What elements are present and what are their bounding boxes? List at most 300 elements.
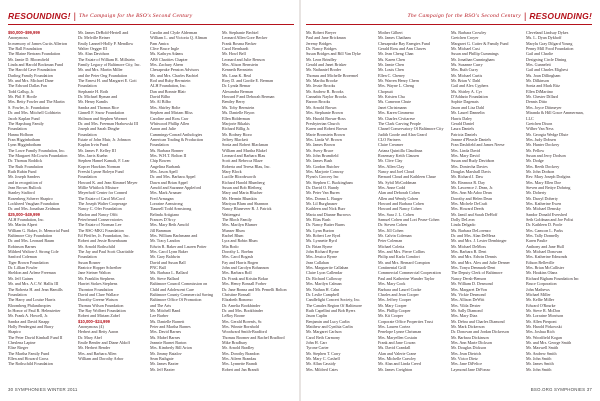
donor-name: Gretchen Croyer [451,35,479,41]
donor-name: Mr. Woodfield Kogan [526,334,562,340]
donor-name: Mr. Victor Dietz [451,355,478,361]
donor-name: Mother Gilbert [378,30,403,35]
donor-name: Sophie Dagenais [451,99,479,105]
donor-name: Frances D'Arcy [150,217,176,223]
donor-name: Mary and Maria Blucher [222,190,263,196]
donor-name: Mr. Mark Dickerson [451,323,485,329]
donor-name: Todd Gallup, Jr. [8,88,35,94]
donor-name: Mr. and Mrs. A.C.W. Hallis III [8,281,59,287]
donor-name: Mr. and Mrs. Charles Bachtel [150,72,199,78]
donor-name: Ms. Kathryn Adams [150,51,184,57]
donor-name: The Lowe Family Foundation, Inc. [8,147,66,153]
donor-name: Samuel Cohen and Lori Pease-Cohen [378,217,440,223]
donor-name: Susan and Rudy Davidson [451,158,495,164]
donor-name: Bernard Cloud and Kathleen Chase [378,174,436,180]
donor-name: Mr. Lil Burghauser [306,201,338,206]
donor-name: Carol Beth Carmony [306,334,341,340]
donor-name: Mr. Michael Cusi [451,46,480,52]
donor-name: Fran Dashfield and James Neese [451,142,505,148]
donor-name: Dr. Richard Calloway [306,275,342,281]
donor-name: Tyrone Carter [306,345,329,351]
donor-column-8 [526,30,592,382]
donor-name: Fay and Harris Bogen [222,259,259,265]
gift-level-heading: $50,000–$99,999 [8,30,40,35]
donor-name: Rod and Ruby Bernstein [150,78,191,84]
donor-column-2 [78,30,144,382]
donor-name: Stephanie H. Roth [78,88,109,94]
donor-name: Mrs. W.H.T. Bolton II [150,152,187,158]
donor-name: Mr. Rodney Bioro [222,131,252,137]
donor-name: Sandor Donald Evershed [526,211,567,217]
donor-name: Mr. James Brown [306,142,335,148]
donor-name: Dr. Jane Bonna and Mr. Pemelli Bolton [222,286,287,292]
donor-name: Frank Bosma Becker [222,40,257,46]
donor-name: Mr. and Mrs. J. Lester Dembinger [451,238,507,244]
donor-name: Mr. Sally Diamond [451,307,483,313]
donor-name: Nancy and Joel Cloud [378,168,415,174]
donor-name: Mr. John Smith [526,366,552,372]
donor-name: Mrs. Zachary Ahern [150,62,184,68]
donor-name: Dr. Donovan and Jordan Dickerson [451,329,509,335]
donor-name: Mrs. Tally Donnelly [526,233,560,239]
donor-name: Ms. L. Dyan Dykhoff [526,35,562,41]
donor-name: Thornton Foundation [78,286,113,292]
donor-name: Richard Billig Jr. [222,126,251,132]
donor-name: Mr. Franklin Stephens [78,275,115,281]
donor-name: David and Susan Ball [150,259,186,265]
donor-name: LeRoy Boone [222,313,245,319]
donor-name: Stephen and Miriam Bliss [150,110,193,116]
donor-name: Mr. Jonathan Cunningham [451,56,495,62]
donor-name: The Ernest H. and Margaret E. Gott [78,78,137,84]
donor-name: The Ball Foundation [8,46,42,52]
donor-name: Jeannie Barnet Barton [150,339,187,345]
donor-name: Foundation [8,126,27,132]
donor-name: Tiger Brown Foundation [8,259,49,265]
donor-name: Wattengast [222,211,241,217]
donor-name: Ms. David Crandall [378,345,411,351]
donor-name: Chesapeake Bay Energies Fund [378,40,430,46]
donor-column-6 [378,30,444,382]
donor-column-5 [306,30,372,382]
donor-name: Mariyau Blum and Shannon [222,201,269,206]
donor-name: Mrs. Phillip Cooper [378,307,411,313]
donor-name: Family Legacy of Baltimore City, Inc. [78,62,141,68]
donor-name: Sandra and Thomas Rice [78,104,119,110]
header-separator: | [524,11,527,21]
donor-name: Dorothy and Helen Dean [451,195,493,201]
donor-name: Robert and Jan Brandt [222,366,259,372]
donor-name: Mrs. Gerald Borenfs, Sr. [222,318,263,324]
donor-name: Mr. Stephen T. Carry [306,350,341,356]
donor-name: Mrs. Camcon L. Parks [526,227,563,233]
donor-name: Mr. Kellie Miller [526,297,555,303]
donor-name: Ms. Sybil McCoddman [378,179,417,185]
donor-name: Mrs. Jason Apell [150,168,178,174]
donor-column-7 [451,30,517,382]
donor-name: Dr. Melville Reiner [78,35,110,41]
donor-name: Mrs. Wayne L. Cheng [378,83,415,89]
donor-name: Dr. Nancy Butter Burns [306,222,345,228]
donor-name: Howard and Barbara Cohen [378,201,424,206]
donor-name: Mr. James Chatham [378,35,411,41]
donor-name: Dawn and Brian Appel [150,179,188,185]
donor-name: Gretchen Dixon [526,120,553,126]
donor-name: David Bilbo [150,94,171,100]
donor-name: The Peter David Kimball Fund II [8,334,63,340]
donor-name: Mrs. Henry Bonsall Forber [222,281,267,287]
donor-name: Mrs. Jarris Kuehn [78,152,108,158]
donor-name: Steven and Bettye Dohring [526,184,571,190]
donor-name: Jeanne d'Pleasle Daniels [451,136,492,142]
donor-name: Ms. Barbara Crowley [451,30,487,35]
donor-name: The Ray Wolbert Foundation [78,307,126,313]
donor-column-4 [222,30,288,382]
donor-name: Dr. and Mrs. Leonard Baum [8,238,55,244]
donor-name: Robert and Miriam Zabel [78,313,120,319]
donor-name: Mrs. Donna L. Burger [306,195,343,201]
donor-name: Margaret G. Cutter & Family Fund [451,40,509,46]
donor-name: Dolly DeLeon [451,217,475,223]
donor-name: Anonymous (4) [78,323,104,329]
donor-name: Dr. and Mrs. Freeman Hrabowski III [78,120,139,126]
donor-name: Ms. Toby Bernstein [222,104,255,110]
donor-name: Mr. Jimmy Batalov [150,350,182,356]
donor-name: Miranda & Hill Grace Ammerman, [526,110,584,116]
campaign-tagline: The Campaign for the BSO's Second Century [407,13,521,19]
donor-name: Lucille Bloodsworth [222,174,256,180]
donor-name: Gerald and Janet Brisker [306,62,347,68]
donor-name: Dr. Lillian Fowler [8,265,38,271]
donor-name: Cummings-Conrad Anthologies [150,131,203,137]
donor-name: The Roberta H. and Jean Hamills [8,286,63,292]
donor-name: Susan and Bob Bleiberg [222,184,262,190]
donor-name: Paul and Katherine Wander Taylor [378,275,435,281]
donor-name: Dr. David O. Bundy [306,184,340,190]
donor-name: Kopcer Hawkins Norman [78,163,121,169]
donor-name: Gerald Daniel [451,120,475,126]
donor-name: The Edward Dallas Fan [8,83,47,89]
campaign-brand: RESOUNDING! [529,11,592,21]
donor-name: Joseph and Sarah Dinghe [78,126,120,132]
donor-name: The Margaret McCowin Foundation [8,152,68,158]
donor-name: Peterfreund Conservatories [78,217,123,223]
donor-name: Mrs. Vilda Dexter [451,302,481,308]
donor-name: Mrs. Dorothy Brandon [222,350,260,356]
donor-name: Ms. Cameron Chute [378,99,412,105]
donor-name: Nancy C. Ofer Foundation [78,206,122,212]
donor-name: Mr. Kristen Chu [378,94,405,100]
donor-name: The Harry and Louise Harris [8,297,56,303]
donor-name: Jason Caplin [306,313,328,319]
donor-name: Ariana Quintilla Claudinaz [378,147,423,153]
donor-name: Richard Harold Blumberg [222,179,265,185]
donor-name: Scott and Rebecca Blaze [222,158,263,164]
donor-name: Whitwood Phillip Allen [150,120,190,126]
donor-name: Mr. James Creighton [378,366,413,372]
donor-name: Patricia Daniels [451,131,478,137]
donor-name: Mr. Jean Cheng Chan [378,51,414,57]
left-page-header [8,9,294,23]
donor-name: Jeffrey Blackett [222,136,248,142]
donor-name: Freeshi Lynne Boleyn Fund [78,168,124,174]
donor-name: Mrs. Mary Beth Arnold [150,222,189,228]
donor-name: Mr. Peter Van Buren [306,190,340,196]
donor-name: Mrs. Jean Dietrich [451,350,482,356]
donor-name: Jean Brown Bullock [8,184,42,190]
donor-name: Laura Daniels [451,126,475,132]
donor-name: Mr. James Baxter [150,361,179,367]
donor-name: Arnold and Suzanne Appleford [150,184,202,190]
donor-name: Ms. Joan Dillingham [526,72,561,78]
donor-name: Ms. Shirley A. Cyr [451,88,483,94]
donor-name: Thomas Wilson Foundation [78,302,124,308]
donor-name: Aaron and Julie [150,126,176,132]
donor-name: The Joseph Walter Cooperage [78,201,128,206]
donor-name: Mr. Howl Bell [222,51,246,57]
donor-name: Mr. Al Bilbo [150,99,171,105]
donor-name: Mrs. Mary Cook [378,281,406,287]
donor-name: Mr. Michael Demsky [526,206,561,212]
donor-name: Peter Coleman [378,238,403,244]
donor-name: The Clark Carving People [378,120,421,126]
donor-name: ABS Charities Chapter [150,56,188,62]
donor-name: Roberta and Teresa Blau, Inc. [222,163,271,169]
donor-name: Harris Daley [451,115,473,121]
donor-name: Emile Bender and Diane Aldoff [78,339,130,345]
donor-name: Mr. Steve R. McDon [526,307,561,313]
donor-name: Ms. Barbara DeLorenzo [451,227,491,233]
donor-name: Dr. Michael Ryman and [78,94,118,100]
donor-name: In Honor of Paul R. Helmstetter [8,307,61,313]
donor-name: Mr. Harold Pirkowski [526,323,562,329]
donor-name: Ginnell F. Snow Foundation [78,110,125,116]
donor-name: Jane Steiner Walton [78,270,111,276]
donor-name: Mr. Robert Lee Byrd [306,233,341,239]
donor-name: John H. Carr [306,339,328,345]
donor-name: Alan and Valerie Crane [378,350,417,356]
donor-name: Charles and Jean Cooper [378,291,419,297]
donor-name: Cheslena Lapine [8,339,36,345]
donor-name: Ellen and Howard Gross [8,355,49,361]
donor-name: William and Dorothy Arbor [78,355,124,361]
donor-name: Seth Goldman and Joe Polisi [526,217,574,223]
donor-name: Dennis Ditto [526,99,548,105]
donor-name: Mrs. Tonya Denmark-Dent [451,265,496,271]
donor-name: Tiaunell Todd Armstrong [150,206,192,212]
donor-name: Child and Adolescent Care [150,286,194,292]
donor-name: Richard Bigham Foundation Inc [526,275,579,281]
donor-name: Mr. Douglas Dickson [451,345,487,351]
donor-name: Ms. Karen Chen [378,56,405,62]
right-page-header [306,9,592,23]
donor-name: Robinson Barnes [8,243,37,249]
donor-name: Mr. Stephanie Bechtel [222,30,259,35]
donor-name: Mr. James Smith [526,361,554,367]
donor-name: Lynn Higginbotham [8,142,42,148]
donor-name: Carolin and Clyde Alderman [150,30,198,35]
donor-name: Mrs. Howard Deeds [451,206,485,212]
donor-name: Edwin R. Baker and Lauren Potter [150,243,207,249]
donor-name: Jason and Lisa Dahl [451,104,485,110]
donor-name: David and Clare Wallace [78,291,119,297]
donor-name: Stephen Hamel Kamalt, F. Lear [78,158,130,164]
donor-name: Mr. Alan Davidson [78,51,110,57]
donor-name: Bruce Corporation [526,281,557,287]
donor-name: Mrs. Ann Marie Dickson [451,339,492,345]
donor-name: Mr. and Mrs. George Smith [526,339,572,345]
donor-name: Mrs. Marjorie Conway [306,168,344,174]
donor-name: ALH Foundation, Inc. [8,217,45,223]
donor-name: Ellen DiMartino [526,88,553,94]
donor-name: Edison Belleville [526,259,555,265]
donor-name: Marie Bronstein Brown [306,131,345,137]
donor-name: Mr. Mary Cooper [378,302,407,308]
gift-level-heading: $25,000–$49,999 [8,211,40,217]
donor-name: Mr. Jessie Brooks [306,83,336,89]
donor-name: Marylu Gray Dilgard Young [526,40,573,46]
donor-name: Hanna Holborn [8,131,34,137]
donor-name: Mrs. Jane DiFelice [451,361,483,367]
donor-name: Shapiro [8,329,21,335]
donor-name: The Martha Family Fund [8,350,50,356]
donor-name: Clive Bruce Ingle [150,46,180,52]
donor-name: Sonia and Robert Blackman [222,142,269,148]
donor-name: Dr. Mary Abel [78,334,102,340]
donor-name: Dr. Leslie Campbell [306,291,340,297]
donor-name: Mr. Henry Kamlis [78,99,108,105]
donor-name: Paul and Jane Brickman [306,35,346,41]
donor-name: Shilmon and Stephen Wormet [78,115,128,121]
donor-name: Dorothy L. Boehm [222,249,254,255]
donor-name: Mr. John Dodson [526,168,555,174]
donor-name: Mia Bodo [222,243,239,249]
donor-name: Anthony and Jane Hull [526,243,564,249]
donor-name: Mr. Fellow [526,147,545,153]
donor-name: Mrs. Anne Codd [378,184,406,190]
donor-name: William G. Baker, Jr. Memorial Fund [8,227,70,233]
donor-name: Mrs. Gunneleit [526,62,551,68]
donor-name: The Ruth Foundation [8,163,44,169]
donor-name: Mrs. Allison DeWitt [451,297,485,303]
header-separator: | [73,11,76,21]
donor-name: Designing Circle Dining [526,56,567,62]
donor-name: Mr. James Bush [306,158,333,164]
donor-name: Baltimore Office Of Promotion [150,297,202,303]
donor-name: Mrs. Doniecha Davies [451,163,488,169]
donor-name: Woodward Smith-Bradford [222,329,267,335]
donor-name: Mr. Laurel Dannelin [451,110,485,116]
donor-name: Mr. Margaret Carlson [306,329,342,335]
donor-name: Thomas Boomer and Rachel Bradford [222,334,285,340]
donor-name: Mrs. Mary Ellen Doe [526,179,562,185]
donor-name: Peter and Martha Barnes [150,323,191,329]
left-page-footer: 30 SYMPHONIES WINTER 2011 [8,387,78,392]
donor-name: Dr. Brian Byrne [306,243,333,249]
donor-name: Millie Whitlock Mixture [78,184,119,190]
donor-name: Mrs. Jessica Byrne [306,254,338,260]
donor-name: John Richard Byrne [306,249,339,255]
donor-name: Mr. Hoakins Olanz [526,270,558,276]
donor-name: Mrs. Katherine Edmonds [526,254,568,260]
donor-name: Mr. Arnold Brown [306,104,337,110]
donor-name: American Trading & Production [150,136,204,142]
donor-name: and The Arts [150,302,172,308]
donor-name: Harriet Stokes Stephens [78,281,118,287]
donor-name: Mrs. Aileen Brandau [222,355,257,361]
donor-name: Foundation [8,291,27,297]
donor-name: ALH Foundation, Inc. [150,83,187,89]
donor-name: Kathleen and Nick Burr [306,206,346,212]
donor-name: Mr. Mary C. Cashell [306,355,340,361]
donor-name: Sonia and Mark Ritz [526,83,560,89]
donor-name: Linda Delgado [451,222,476,228]
donor-name: Nancy Bluneveer R. J. Patrick [222,206,272,212]
donor-name: Mr. William D. Desmond [451,281,493,287]
donor-name: Mr. Gary Baldwin [150,254,180,260]
donor-name: Judith Goode and Alan Geard [378,131,427,137]
donor-name: Mrs. Betty Fowler and The Martin [8,99,65,105]
donor-name: Ms. Barbara Bonner [150,147,184,153]
donor-name: Jacob Kaplan Fund [8,115,40,121]
donor-name: Angelina Burbank [150,163,181,169]
donor-name: Mr. Georgia Wedge Dlute [526,131,569,137]
donor-name: Matthew and Cynthia Carlin [306,323,353,329]
donor-name: Mrs. Carol Bogash [222,254,254,260]
left-header-rule [8,24,294,25]
donor-name: Mr. Brian V. Dahl [451,78,481,84]
donor-name: Leonard and Julie Benson [222,56,265,62]
donor-name: Mr. Jeff Baxter [150,366,175,372]
donor-name: Jill Bamman [150,227,171,233]
donor-name: Mr. Hunter Dockery [526,142,560,148]
donor-name: Penny Mill Food Foundation [526,46,574,52]
donor-name: Ellen Bidderman [222,115,250,121]
donor-name: Frank and Jane Cowan [378,339,416,345]
donor-name: Candlelight Concert Society, Inc. [306,297,361,303]
donor-name: Mr. Mitchell Band [150,307,181,313]
donor-name: Elise Rieger [8,345,29,351]
donor-name: Mrs. Ann McAdoo Dean [451,190,492,196]
donor-name: Linda and Harold Bockman Fund [8,62,64,68]
donor-name: Mr. and Mrs. Michael Dane [8,78,54,84]
donor-name: Foundation [78,131,97,137]
donor-name: Foundation [78,174,97,180]
donor-name: Rev. Mary Joseph Dodgins [526,174,571,180]
donor-name: Susan and Phillip Cummings [451,51,499,57]
donor-name: Jeremy Bridges [306,40,332,46]
donor-name: Mr. Stephen C. Buckingham [306,179,353,185]
donor-name: Philip and Karla Comfort [378,254,420,260]
donor-name: Rory D. and Gordie E. Berman [222,78,274,84]
donor-name: Claire Lyon Callendar [306,270,343,276]
donor-name: Dr. and Mrs. Mitchell Goldstein [8,110,61,116]
donor-name: Dr. and Mrs. Jonathan Zeidman [8,206,60,212]
donor-name: Marjorie Bikakis [222,120,250,126]
donor-name: Mrs. Mary Diaz [451,313,478,319]
donor-name: Rachel Blum [222,233,244,239]
donor-name: Foundation [150,142,169,148]
donor-name: Sean Bathgate [150,355,174,361]
donor-name: Corporate Office Properties Trust [378,318,433,324]
donor-name: Mr. Robert Breyer [306,30,337,35]
right-header-rule [306,24,592,25]
donor-name: Mr. Michael DeMoss [451,243,486,249]
donor-name: Mrs. Barbara B. Dent [451,249,487,255]
donor-name: Marlon and Nancy Offit [78,211,118,217]
donor-name: Meyerhoff Center for Conned [78,190,127,196]
donor-name: Gail and Alex Cyphers [451,83,489,89]
